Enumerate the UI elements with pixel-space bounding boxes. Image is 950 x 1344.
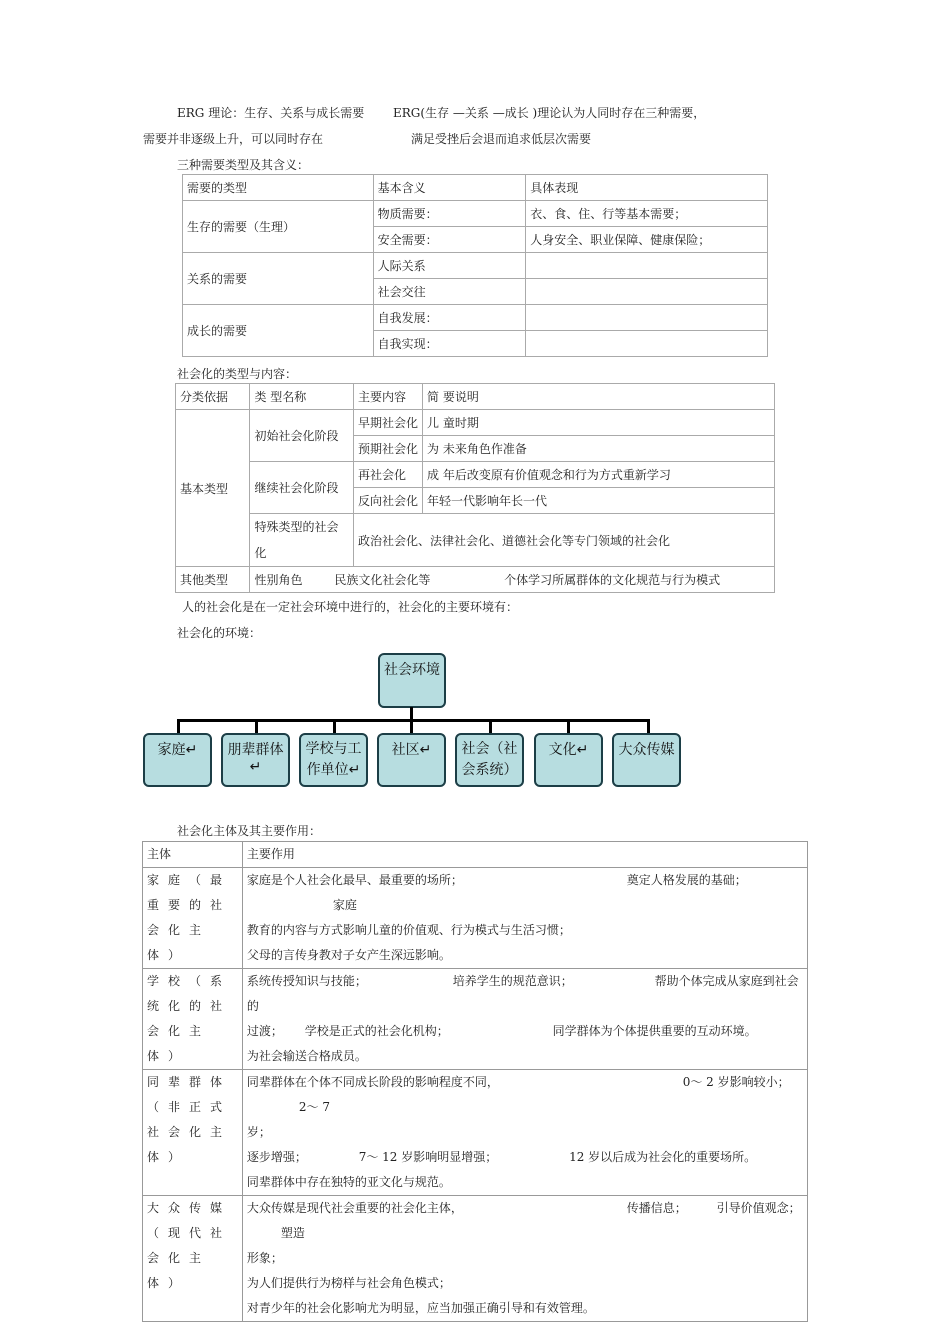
table-cell: 物质需要： bbox=[373, 201, 526, 227]
table-cell: 类 型名称 bbox=[250, 384, 354, 410]
table-cell: 成 年后改变原有价值观念和行为方式重新学习 bbox=[423, 462, 775, 488]
table-cell: 社会交往 bbox=[373, 279, 526, 305]
table-cell bbox=[250, 567, 775, 593]
cell-line: 为社会输送合格成员。 bbox=[246, 1049, 367, 1063]
diagram-root-node: 社会环境 bbox=[378, 653, 446, 708]
cell-part: 过渡； bbox=[246, 1024, 283, 1038]
table-cell: 其他类型 bbox=[176, 567, 250, 593]
cell-part: 帮助个体完成从家庭到社会的 bbox=[246, 974, 799, 1013]
table-cell: 儿 童时期 bbox=[423, 410, 775, 436]
cell-part: 性别角色 bbox=[254, 573, 303, 587]
cell-part: 系统传授知识与技能； bbox=[246, 974, 367, 988]
table-cell: 具体表现 bbox=[526, 175, 768, 201]
cell-line: 对青少年的社会化影响尤为明显，应当加强正确引导和有效管理。 bbox=[246, 1301, 595, 1315]
table-cell: 关系的需要 bbox=[183, 253, 374, 305]
table-cell bbox=[242, 1196, 807, 1322]
table-cell bbox=[526, 253, 768, 279]
table-cell: 安全需要： bbox=[373, 227, 526, 253]
cell-part: 奠定人格发展的基础； bbox=[626, 873, 747, 887]
cell-part: 培养学生的规范意识； bbox=[452, 974, 573, 988]
diagram-child-peer-group: 朋辈群体↵ bbox=[221, 733, 290, 787]
cell-line: 形象； bbox=[246, 1251, 283, 1265]
table-cell: 早期社会化 bbox=[354, 410, 423, 436]
cell-part: 同学群体为个体提供重要的互动环境。 bbox=[552, 1024, 757, 1038]
diagram-horizontal-connector bbox=[177, 719, 650, 722]
table-cell: 分类依据 bbox=[176, 384, 250, 410]
cell-part: 12 岁以后成为社会化的重要场所。 bbox=[569, 1150, 757, 1164]
table-cell: 同辈群体（非正式社会化主体） bbox=[143, 1070, 243, 1196]
cell-part: 7～ 12 岁影响明显增强； bbox=[358, 1150, 498, 1164]
table-cell: 政治社会化、法律社会化、道德社会化等专门领域的社会化 bbox=[354, 514, 775, 567]
table-cell: 人际关系 bbox=[373, 253, 526, 279]
intro-line2-a: 需要并非逐级上升，可以同时存在 bbox=[143, 132, 324, 146]
cell-part: 学校是正式的社会化机构； bbox=[304, 1024, 449, 1038]
diagram-child-family: 家庭↵ bbox=[143, 733, 212, 787]
diagram-child-society: 社会（社会系统） bbox=[455, 733, 524, 787]
table-cell: 成长的需要 bbox=[183, 305, 374, 357]
cell-line bbox=[247, 1019, 803, 1044]
table-cell: 自我实现： bbox=[373, 331, 526, 357]
table-cell: 人身安全、职业保障、健康保险； bbox=[526, 227, 768, 253]
diagram-caption: 社会化的环境： bbox=[177, 626, 262, 640]
cell-part: 个体学习所属群体的文化规范与行为模式 bbox=[504, 573, 721, 587]
table1-caption: 三种需要类型及其含义： bbox=[177, 158, 310, 172]
cell-part: 同辈群体在个体不同成长阶段的影响程度不同， bbox=[246, 1075, 499, 1089]
cell-part: 2～ 7 bbox=[298, 1100, 330, 1114]
socialization-agents-table bbox=[142, 841, 808, 1322]
cell-line bbox=[247, 868, 803, 918]
cell-part: 家庭是个人社会化最早、最重要的场所； bbox=[246, 873, 463, 887]
table3-caption: 社会化主体及其主要作用： bbox=[177, 824, 322, 838]
table2-caption: 社会化的类型与内容： bbox=[177, 367, 298, 381]
cell-part: 0～ 2 岁影响较小； bbox=[682, 1075, 790, 1089]
table-cell: 反向社会化 bbox=[354, 488, 423, 514]
cell-part: 家庭 bbox=[332, 898, 357, 912]
table-cell: 学校（系统化的社会化主体） bbox=[143, 969, 243, 1070]
table-cell: 生存的需要（生理） bbox=[183, 201, 374, 253]
table-cell: 主要内容 bbox=[354, 384, 423, 410]
cell-part: 民族文化社会化等 bbox=[334, 573, 431, 587]
table-cell bbox=[242, 868, 807, 969]
table-cell: 再社会化 bbox=[354, 462, 423, 488]
diagram-child-culture: 文化↵ bbox=[534, 733, 603, 787]
table-cell bbox=[242, 1070, 807, 1196]
table-cell: 需要的类型 bbox=[183, 175, 374, 201]
table-cell: 主体 bbox=[143, 842, 243, 868]
table-cell: 家庭（最重要的社会化主体） bbox=[143, 868, 243, 969]
table-cell: 主要作用 bbox=[242, 842, 807, 868]
cell-line bbox=[247, 1196, 803, 1246]
socialization-types-table bbox=[175, 383, 775, 593]
environment-intro: 人的社会化是在一定社会环境中进行的，社会化的主要环境有： bbox=[182, 600, 519, 614]
table-cell: 特殊类型的社会化 bbox=[250, 514, 354, 567]
cell-part: 大众传媒是现代社会重要的社会化主体， bbox=[246, 1201, 463, 1215]
table-cell: 衣、食、住、行等基本需要； bbox=[526, 201, 768, 227]
diagram-child-school-work: 学校与工作单位↵ bbox=[299, 733, 368, 787]
cell-line: 父母的言传身教对子女产生深远影响。 bbox=[246, 948, 451, 962]
table-cell: 简 要说明 bbox=[423, 384, 775, 410]
table-cell: 基本类型 bbox=[176, 410, 250, 567]
table-cell: 年轻一代影响年长一代 bbox=[423, 488, 775, 514]
table-cell: 自我发展： bbox=[373, 305, 526, 331]
diagram-child-community: 社区↵ bbox=[377, 733, 446, 787]
table-cell: 继续社会化阶段 bbox=[250, 462, 354, 514]
cell-line bbox=[247, 969, 803, 1019]
needs-table bbox=[182, 174, 768, 357]
cell-line: 岁； bbox=[246, 1125, 271, 1139]
intro-line2-b: 满足受挫后会退而追求低层次需要 bbox=[411, 132, 592, 146]
intro-line1-b: ERG(生存 —关系 —成长 )理论认为人同时存在三种需要， bbox=[393, 106, 706, 120]
cell-line bbox=[247, 1145, 803, 1170]
cell-line: 教育的内容与方式影响儿童的价值观、行为模式与生活习惯； bbox=[246, 923, 571, 937]
cell-line: 为人们提供行为榜样与社会角色模式； bbox=[246, 1276, 451, 1290]
cell-part: 塑造 bbox=[280, 1226, 305, 1240]
table-cell: 大众传媒（现代社会化主体） bbox=[143, 1196, 243, 1322]
table-cell: 为 未来角色作准备 bbox=[423, 436, 775, 462]
cell-line bbox=[247, 1070, 803, 1120]
table-cell: 预期社会化 bbox=[354, 436, 423, 462]
table-cell: 基本含义 bbox=[373, 175, 526, 201]
cell-part: 引导价值观念； bbox=[716, 1201, 801, 1215]
cell-part: 传播信息； bbox=[626, 1201, 687, 1215]
table-cell bbox=[526, 305, 768, 331]
table-cell: 初始社会化阶段 bbox=[250, 410, 354, 462]
diagram-child-mass-media: 大众传媒 bbox=[612, 733, 681, 787]
table-cell bbox=[242, 969, 807, 1070]
table-cell bbox=[526, 279, 768, 305]
table-cell bbox=[526, 331, 768, 357]
cell-line: 同辈群体中存在独特的亚文化与规范。 bbox=[246, 1175, 451, 1189]
cell-part: 逐步增强； bbox=[246, 1150, 307, 1164]
intro-line1-a: ERG 理论：生存、关系与成长需要 bbox=[177, 106, 365, 120]
